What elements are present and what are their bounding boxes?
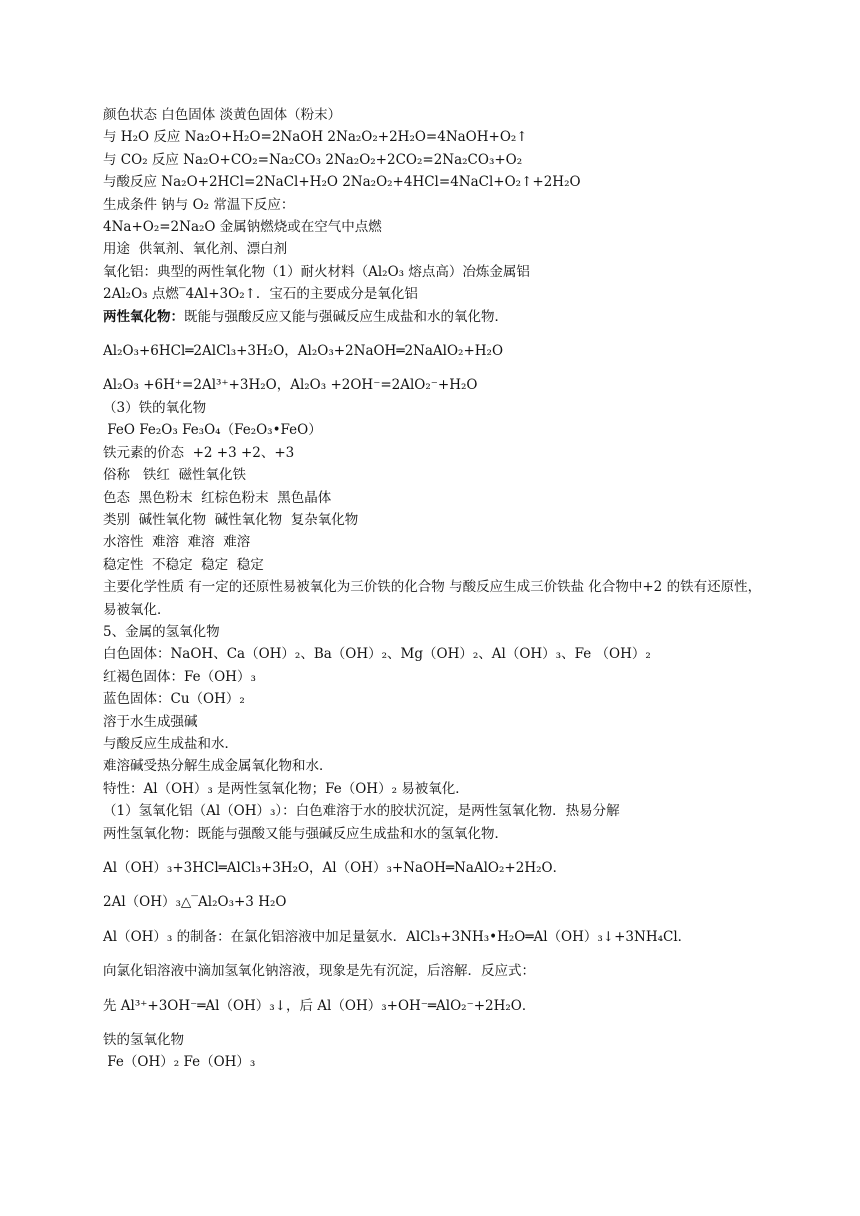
text-line: 类别 碱性氧化物 碱性氧化物 复杂氧化物 <box>103 511 359 528</box>
document-page <box>103 104 763 1074</box>
text-line: 白色固体：NaOH、Ca（OH）₂、Ba（OH）₂、Mg（OH）₂、Al（OH）₃、Fe （OH）₂ <box>103 646 651 663</box>
equation-line: Al（OH）₃ 的制备：在氯化铝溶液中加足量氨水．AlCl₃+3NH₃•H₂O═Al（OH）₃↓+3NH₄Cl． <box>103 928 692 945</box>
equation-line: 先 Al³⁺+3OH⁻═Al（OH）₃↓，后 Al（OH）₃+OH⁻═AlO₂⁻+2H₂O． <box>103 997 536 1014</box>
hydroxide-section <box>103 621 763 845</box>
section-heading: 5、金属的氢氧化物 <box>103 623 220 640</box>
text-line: 难溶碱受热分解生成金属氧化物和水． <box>103 758 333 775</box>
iron-oxide-section <box>103 374 763 620</box>
text-line: 2Al₂O₃ 点燃‾4Al+3O₂↑．宝石的主要成分是氧化铝 <box>103 286 418 303</box>
text-line: 水溶性 难溶 难溶 难溶 <box>103 534 251 551</box>
text-line: 氧化铝：典型的两性氧化物（1）耐火材料（Al₂O₃ 熔点高）冶炼金属铝 <box>103 263 530 280</box>
text-line: 红褐色固体：Fe（OH）₃ <box>103 668 256 685</box>
text-line: 特性：Al（OH）₃ 是两性氢氧化物；Fe（OH）₂ 易被氧化． <box>103 780 469 797</box>
text-line: 稳定性 不稳定 稳定 稳定 <box>103 556 264 573</box>
text-line: 颜色状态 白色固体 淡黄色固体（粉末） <box>103 107 342 123</box>
text-line: 与 CO₂ 反应 Na₂O+CO₂=Na₂CO₃ 2Na₂O₂+2CO₂=2Na₂CO₃+O₂ <box>103 151 523 168</box>
text-line: （3）铁的氧化物 <box>103 399 207 416</box>
equation-line: Al₂O₃+6HCl═2AlCl₃+3H₂O，Al₂O₃+2NaOH═2NaAlO₂+H₂O <box>103 343 504 360</box>
equation-line: 向氯化铝溶液中滴加氢氧化钠溶液，现象是先有沉淀，后溶解．反应式： <box>103 963 535 980</box>
amphoteric-label: 两性氧化物： <box>103 308 184 325</box>
text-line: 与 H₂O 反应 Na₂O+H₂O=2NaOH 2Na₂O₂+2H₂O=4NaOH+O₂↑ <box>103 129 528 146</box>
text-line: 俗称 铁红 磁性氧化铁 <box>103 467 246 484</box>
text-line: 溶于水生成强碱 <box>103 713 198 730</box>
main-properties-text: 主要化学性质 有一定的还原性易被氧化为三价铁的化合物 与酸反应生成三价铁盐 化合物中+2 的铁有还原性，易被氧化． <box>103 579 762 618</box>
text-line: 两性氢氧化物：既能与强酸又能与强碱反应生成盐和水的氢氧化物． <box>103 825 508 842</box>
amphoteric-definition <box>103 306 763 328</box>
text-line: 蓝色固体：Cu（OH）₂ <box>103 691 245 708</box>
text-line: 铁元素的价态 +2 +3 +2、+3 <box>103 444 295 461</box>
text-line: 4Na+O₂=2Na₂O 金属钠燃烧或在空气中点燃 <box>103 219 382 236</box>
iron-hydroxide-title: 铁的氢氧化物 <box>103 1032 184 1049</box>
text-line: 与酸反应生成盐和水． <box>103 735 238 752</box>
text-line: FeO Fe₂O₃ Fe₃O₄（Fe₂O₃•FeO） <box>103 422 322 439</box>
text-line: 生成条件 钠与 O₂ 常温下反应： <box>103 196 295 213</box>
text-line: 用途 供氧剂、氧化剂、漂白剂 <box>103 241 288 258</box>
iron-hydroxide-formulas: Fe（OH）₂ Fe（OH）₃ <box>103 1054 256 1071</box>
amphoteric-text: 既能与强酸反应又能与强碱反应生成盐和水的氧化物． <box>184 308 508 325</box>
text-line: Al₂O₃ +6H⁺=2Al³⁺+3H₂O，Al₂O₃ +2OH⁻=2AlO₂⁻+H₂O <box>103 377 478 394</box>
text-line: 与酸反应 Na₂O+2HCl=2NaCl+H₂O 2Na₂O₂+4HCl=4NaCl+O₂↑+2H₂O <box>103 174 581 191</box>
equation-line: Al（OH）₃+3HCl═AlCl₃+3H₂O，Al（OH）₃+NaOH═NaAlO₂+2H₂O． <box>103 860 567 876</box>
text-line: 色态 黑色粉末 红棕色粉末 黑色晶体 <box>103 489 332 506</box>
equation-line: 2Al（OH）₃△‾Al₂O₃+3 H₂O <box>103 894 287 911</box>
text-line: （1）氢氧化铝（Al（OH）₃）：白色难溶于水的胶状沉淀，是两性氢氧化物．热易分解 <box>103 803 620 820</box>
